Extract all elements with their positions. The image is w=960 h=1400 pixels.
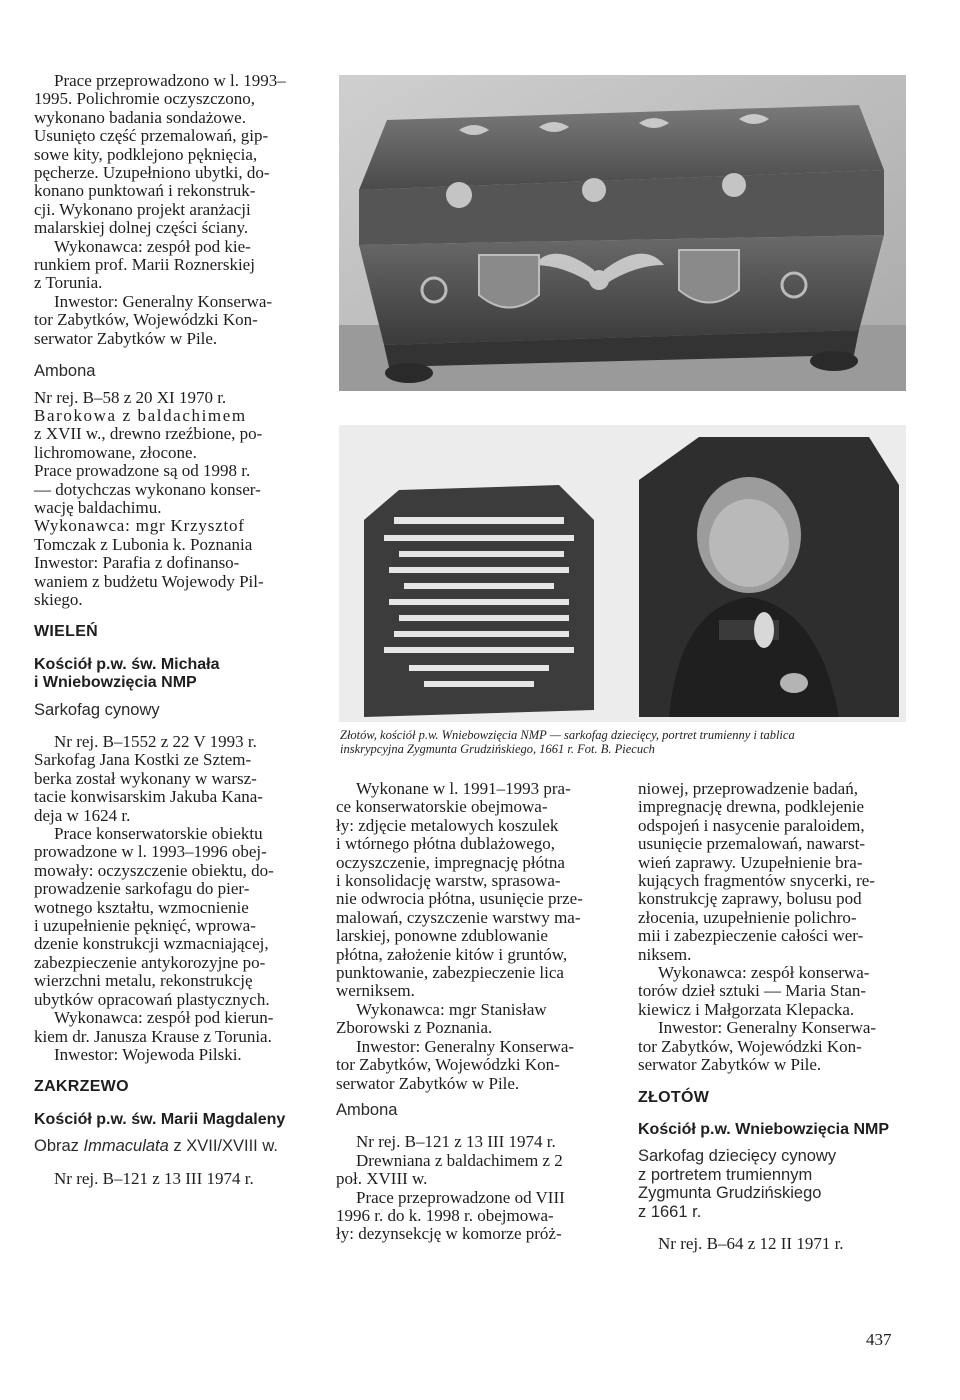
- text-line: kujących fragmentów snycerki, re-: [638, 871, 875, 891]
- text-line: wykonano badania sondażowe.: [34, 107, 246, 127]
- paragraph: [34, 72, 296, 238]
- text-line: Wykonawca: zespół konserwa-: [658, 963, 870, 983]
- text-line: prowadzone w l. 1993–1996 obej-: [34, 842, 267, 862]
- text-line: impregnację drewna, podklejenie: [638, 797, 865, 817]
- text-line: Wykonawca: zespół pod kie-: [54, 236, 251, 256]
- text-line: kiewicz i Małgorzata Klepacka.: [638, 999, 855, 1019]
- text-line: wierzchni metalu, rekonstrukcję: [34, 971, 253, 991]
- text-line: lichromowane, złocone.: [34, 442, 197, 462]
- text-line: prowadzenie sarkofagu do pier-: [34, 879, 250, 899]
- text-line: Usunięto część przemalowań, gip-: [34, 126, 269, 146]
- paragraph: [34, 554, 296, 609]
- object-heading: Zygmunta Grudzińskiego: [638, 1184, 822, 1203]
- text-line: płótna, założenie kitów i gruntów,: [336, 944, 568, 964]
- text-line: Tomczak z Lubonia k. Poznania: [34, 534, 253, 554]
- text-line: konano punktowań i rekonstruk-: [34, 181, 256, 201]
- object-heading: Ambona: [34, 362, 96, 381]
- text-line: odspojeń i nasycenie paraloidem,: [638, 815, 865, 835]
- text-line: Prace przeprowadzone od VIII: [356, 1187, 565, 1207]
- object-text: Obraz: [34, 1137, 84, 1156]
- church-heading: Kościół p.w. św. Marii Magdaleny: [34, 1110, 286, 1128]
- text-line: i wtórnego płótna dublażowego,: [336, 834, 556, 854]
- text-line: ubytków opracowań plastycznych.: [34, 989, 270, 1009]
- text-line: zabezpieczenie antykorozyjne po-: [34, 952, 266, 972]
- text-line: konstrukcję zaprawy, bolusu pod: [638, 889, 862, 909]
- text-line: Wykonawca: mgr Krzysztof: [34, 516, 245, 536]
- text-line: sowe kity, podklejono pęknięcia,: [34, 144, 258, 164]
- page-number: 437: [866, 1330, 892, 1349]
- portrait-and-plaque-image: [339, 425, 906, 722]
- text-line: 1995. Polichromie oczyszczono,: [34, 89, 255, 109]
- text-line: tacie konwisarskim Jakuba Kana-: [34, 787, 263, 807]
- text-line: mowały: oczyszczenie obiektu, do-: [34, 860, 274, 880]
- object-heading: z 1661 r.: [638, 1202, 702, 1221]
- text-line: wację baldachimu.: [34, 497, 162, 517]
- sarcophagus-photo: [339, 75, 906, 391]
- object-heading: Sarkofag dziecięcy cynowy: [638, 1147, 837, 1166]
- paragraph: [638, 780, 910, 964]
- paragraph: [34, 407, 296, 462]
- paragraph: [336, 1189, 601, 1244]
- church-heading: Kościół p.w. św. Michała: [34, 655, 220, 673]
- town-heading: ZAKRZEWO: [34, 1078, 129, 1096]
- text-line: torów dzieł sztuki — Maria Stan-: [638, 981, 867, 1001]
- text-line: ły: zdjęcie metalowych koszulek: [336, 815, 559, 835]
- text-line: Prace przeprowadzono w l. 1993–: [54, 71, 286, 90]
- text-line: serwator Zabytków w Pile.: [34, 328, 218, 348]
- text-line: wień zaprawy. Uzupełnienie bra-: [638, 852, 863, 872]
- text-line: Prace prowadzone są od 1998 r.: [34, 461, 251, 481]
- text-line: usunięcie przemalowań, nawarst-: [638, 834, 866, 854]
- text-line: ce konserwatorskie obejmowa-: [336, 797, 548, 817]
- text-line: złocenia, uzupełnienie polichro-: [638, 907, 857, 927]
- text-line: pęcherze. Uzupełniono ubytki, do-: [34, 163, 270, 183]
- paragraph: [34, 517, 296, 554]
- text-line: — dotychczas wykonano konser-: [34, 479, 261, 499]
- paragraph: [336, 1001, 601, 1038]
- text-line: cji. Wykonano projekt aranżacji: [34, 199, 251, 219]
- text-line: kiem dr. Janusza Krause z Torunia.: [34, 1026, 272, 1046]
- text-line: tor Zabytków, Wojewódzki Kon-: [34, 310, 258, 330]
- text-line: Sarkofag Jana Kostki ze Sztem-: [34, 750, 252, 770]
- text-line: z Torunia.: [34, 273, 103, 293]
- registry-number: Nr rej. B–1552 z 22 V 1993 r.: [54, 732, 257, 751]
- paragraph: [34, 1009, 296, 1046]
- paragraph: [638, 1019, 910, 1074]
- text-line: malarskiej dolnej części ściany.: [34, 218, 249, 238]
- object-heading: z portretem trumiennym: [638, 1165, 813, 1184]
- registry-number: Nr rej. B–121 z 13 III 1974 r.: [356, 1132, 556, 1152]
- text-line: punktowanie, zabezpieczenie lica: [336, 963, 564, 983]
- paragraph: [34, 238, 296, 293]
- sarcophagus-image: [339, 75, 906, 391]
- registry-number: Nr rej. B–121 z 13 III 1974 r.: [54, 1168, 254, 1188]
- object-heading: [34, 1137, 296, 1155]
- text-line: Wykonawca: mgr Stanisław: [356, 999, 547, 1019]
- text-line: ły: dezynsekcję w komorze próż-: [336, 1224, 562, 1244]
- text-line: werniksem.: [336, 981, 415, 1001]
- text-line: dzenie konstrukcji wzmacniającej,: [34, 934, 269, 954]
- paragraph: [638, 964, 910, 1019]
- registry-number: Nr rej. B–58 z 20 XI 1970 r.: [34, 387, 227, 407]
- paragraph: [34, 462, 296, 517]
- text-line: niksem.: [638, 944, 692, 964]
- church-heading: Kościół p.w. Wniebowzięcia NMP: [638, 1120, 889, 1138]
- caption-line: inskrypcyjna Zygmunta Grudzińskiego, 1661 r. Fot. B. Piecuch: [340, 742, 655, 756]
- paragraph: [336, 1038, 601, 1093]
- left-column: [34, 72, 296, 1188]
- church-heading: i Wniebowzięcia NMP: [34, 674, 197, 692]
- text-line: 1996 r. do k. 1998 r. obejmowa-: [336, 1205, 554, 1225]
- text-line: i uzupełnienie pęknięć, wprowa-: [34, 916, 256, 936]
- text-line: Prace konserwatorskie obiektu: [54, 824, 263, 844]
- text-line: mii i zabezpieczenie całości wer-: [638, 926, 864, 946]
- caption-line: Złotów, kościół p.w. Wniebowzięcia NMP — sarkofag dziecięcy, portret trumienny i tablica: [340, 728, 795, 742]
- text-line: i konsolidację warstw, sprasowa-: [336, 871, 561, 891]
- text-line: serwator Zabytków w Pile.: [638, 1055, 822, 1075]
- text-line: tor Zabytków, Wojewódzki Kon-: [336, 1055, 560, 1075]
- text-line: oczyszczenie, impregnację płótna: [336, 852, 565, 872]
- text-line: Wykonawca: zespół pod kierun-: [54, 1008, 274, 1028]
- text-line: tor Zabytków, Wojewódzki Kon-: [638, 1036, 862, 1056]
- text-line: malowań, czyszczenie warstwy ma-: [336, 907, 581, 927]
- text-line: Inwestor: Parafia z dofinanso-: [34, 553, 240, 573]
- text-line: wotnego kształtu, wzmocnienie: [34, 897, 249, 917]
- paragraph: [336, 780, 601, 1001]
- text-line: deja w 1624 r.: [34, 805, 131, 825]
- text-line: Drewniana z baldachimem z 2: [356, 1150, 563, 1170]
- figure-caption: [340, 728, 910, 756]
- text-line: serwator Zabytków w Pile.: [336, 1073, 520, 1093]
- text-line: waniem z budżetu Wojewody Pil-: [34, 571, 264, 591]
- right-column: [638, 780, 910, 1253]
- text-line: Zborowski z Poznania.: [336, 1018, 493, 1038]
- text-line: nie odwrocia płótna, usunięcie prze-: [336, 889, 583, 909]
- middle-column: [336, 780, 601, 1244]
- paragraph: [34, 751, 296, 825]
- object-text: z XVII/XVIII w.: [168, 1137, 278, 1156]
- paragraph: [34, 825, 296, 1009]
- text-line: berka został wykonany w warsz-: [34, 768, 257, 788]
- text-line: Inwestor: Wojewoda Pilski.: [54, 1044, 242, 1064]
- text-line: larskiej, ponowne zdublowanie: [336, 926, 548, 946]
- text-line: poł. XVIII w.: [336, 1169, 428, 1189]
- text-line: skiego.: [34, 589, 83, 609]
- paragraph: [34, 293, 296, 348]
- text-line: Barokowa z baldachimem: [34, 405, 247, 425]
- text-line: Inwestor: Generalny Konserwa-: [356, 1036, 575, 1056]
- object-title-italic: Immaculata: [83, 1137, 169, 1156]
- text-line: niowej, przeprowadzenie badań,: [638, 779, 858, 798]
- text-line: Wykonane w l. 1991–1993 pra-: [356, 779, 571, 798]
- object-heading: Ambona: [336, 1100, 398, 1119]
- text-line: Inwestor: Generalny Konserwa-: [54, 291, 273, 311]
- paragraph: [336, 1152, 601, 1189]
- text-line: Inwestor: Generalny Konserwa-: [658, 1018, 877, 1038]
- town-heading: ZŁOTÓW: [638, 1088, 710, 1106]
- registry-number: Nr rej. B–64 z 12 II 1971 r.: [658, 1233, 844, 1253]
- text-line: runkiem prof. Marii Roznerskiej: [34, 255, 255, 275]
- object-heading: Sarkofag cynowy: [34, 700, 160, 719]
- text-line: z XVII w., drewno rzeźbione, po-: [34, 424, 263, 444]
- portrait-and-plaque-photo: [339, 425, 906, 722]
- town-heading: WIELEŃ: [34, 623, 99, 641]
